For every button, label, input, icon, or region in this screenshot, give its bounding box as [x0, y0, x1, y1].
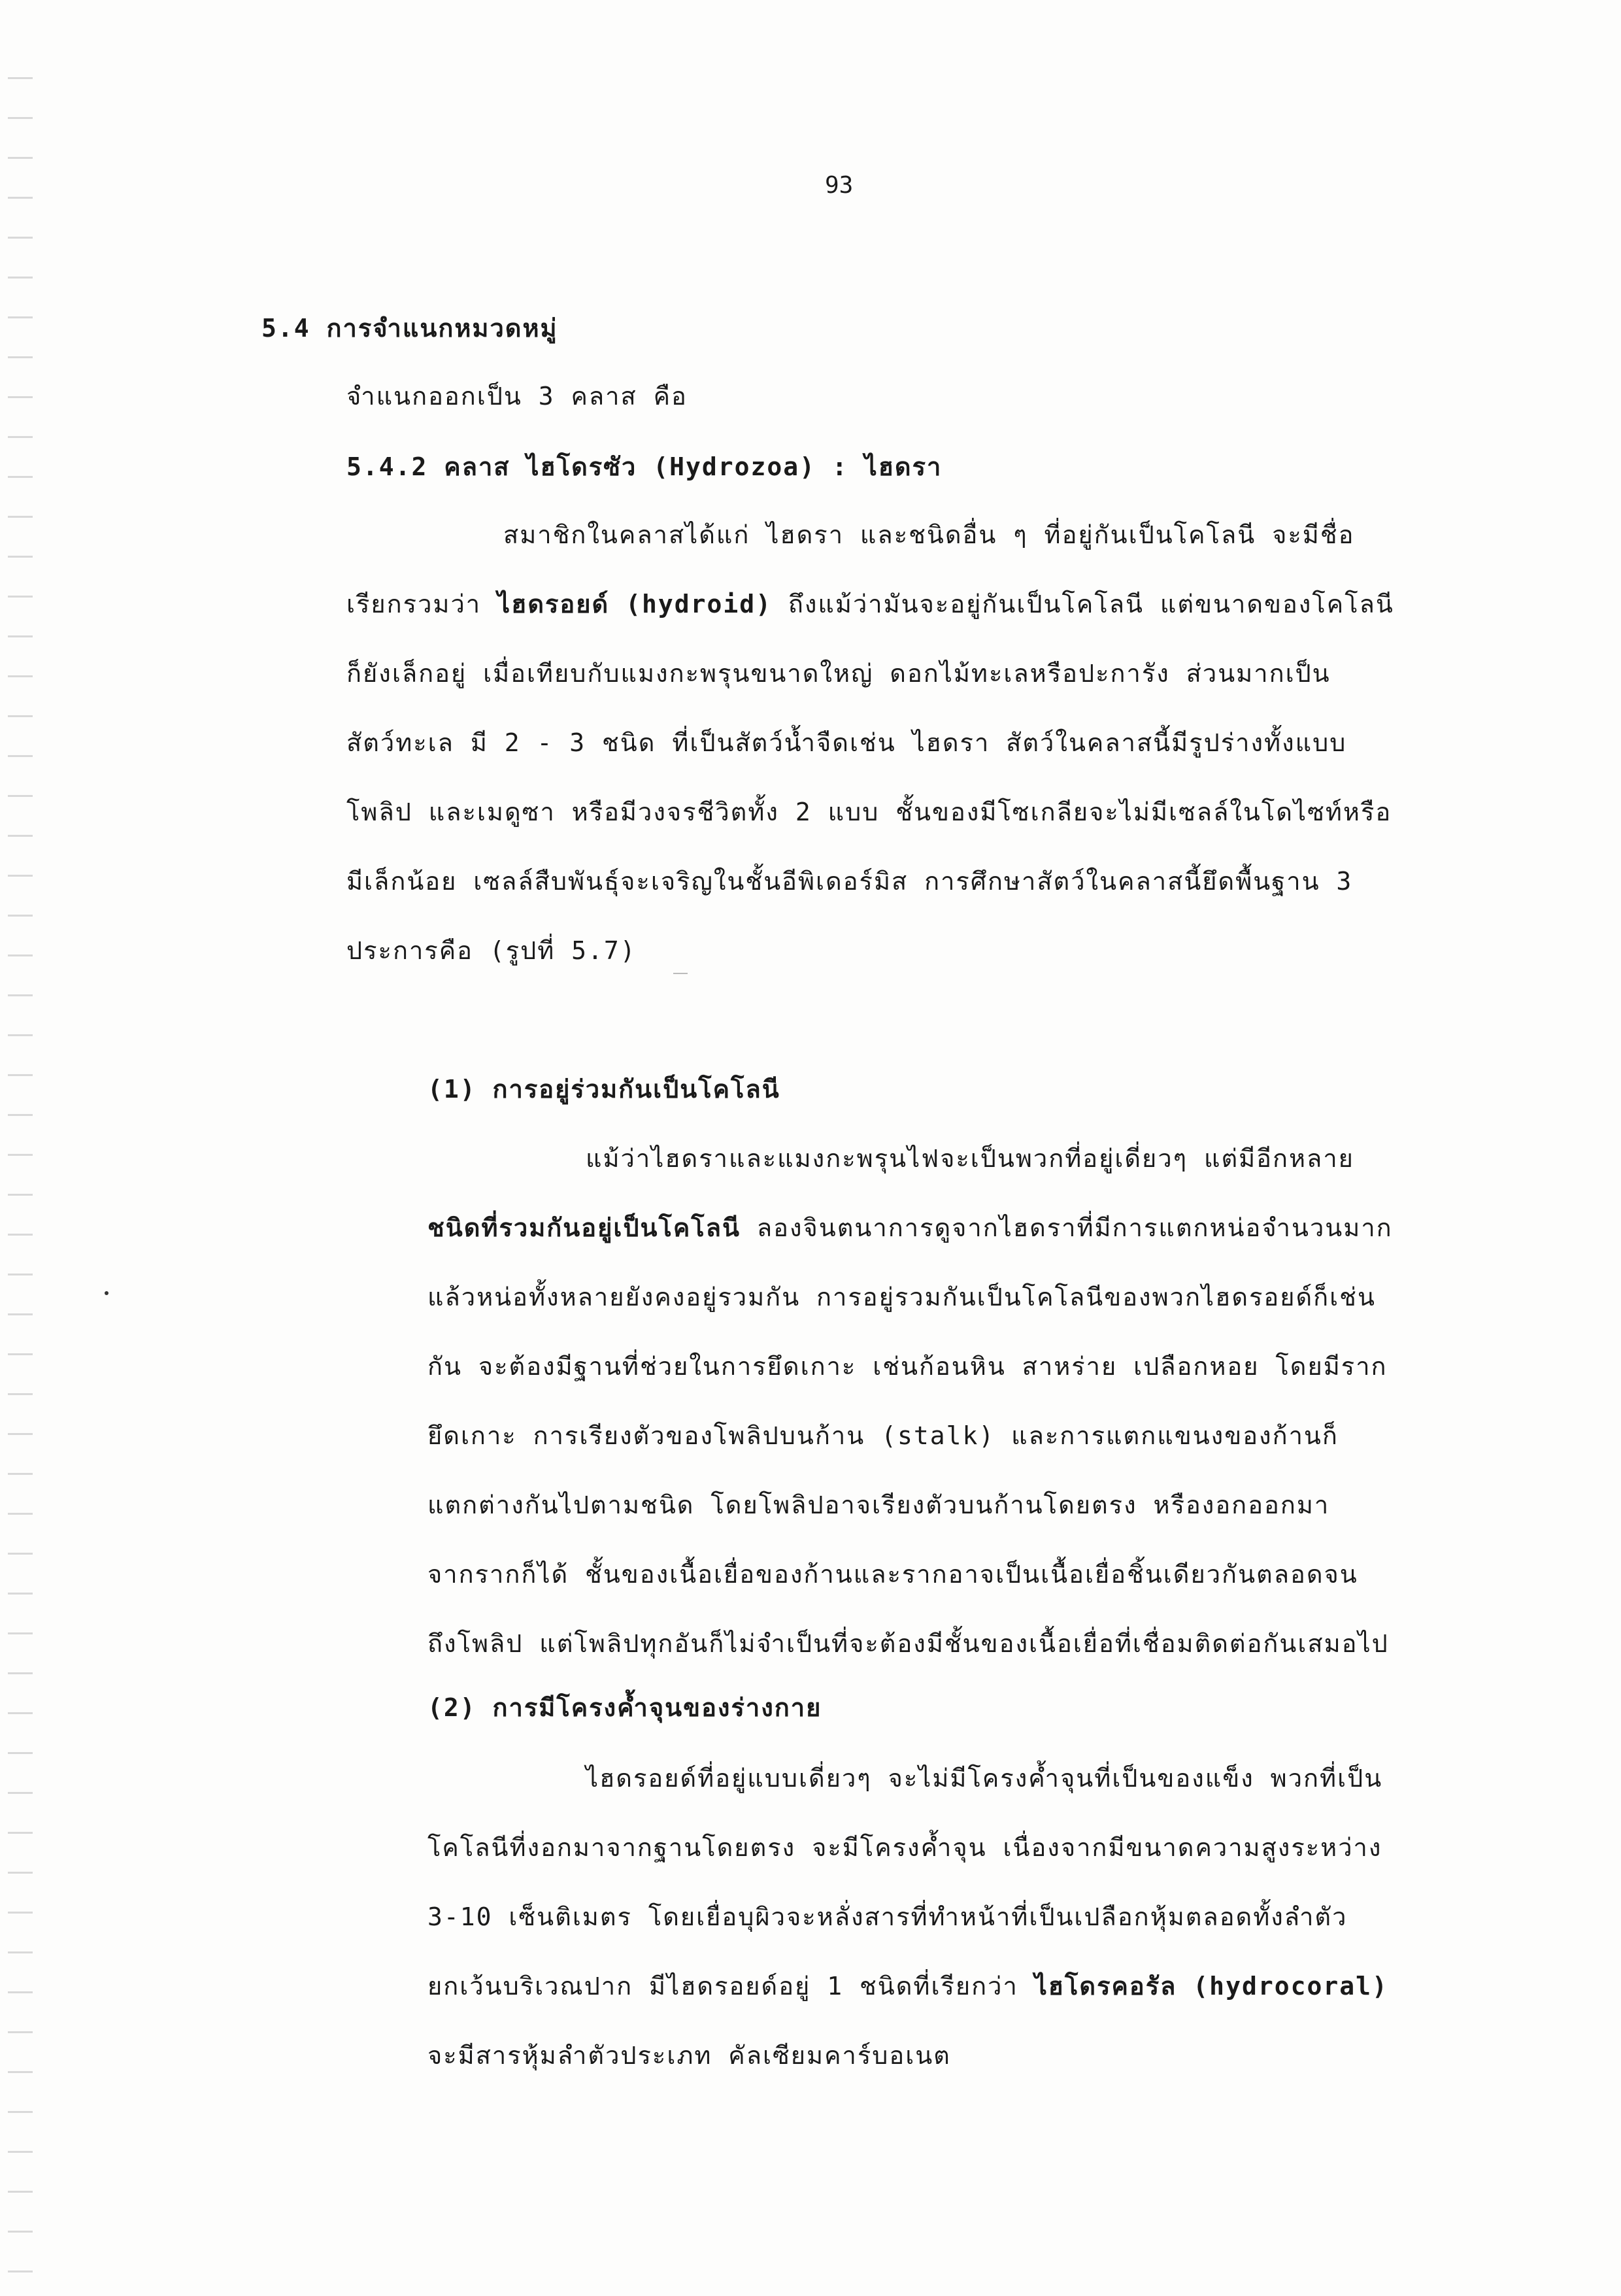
text-run: ยกเว้นบริเวณปาก มีไฮดรอยด์อยู่ 1 ชนิดที่เรียกว่า: [427, 1972, 1035, 2001]
paragraph-line: แม้ว่าไฮดราและแมงกะพรุนไฟจะเป็นพวกที่อยู่เดี่ยวๆ แต่มีอีกหลาย: [586, 1144, 1354, 1173]
paragraph-line: [427, 1970, 1388, 2002]
paragraph-line: สัตว์ทะเล มี 2 - 3 ชนิด ที่เป็นสัตว์น้ำจืดเช่น ไฮดรา สัตว์ในคลาสนี้มีรูปร่างทั้งแบบ: [346, 728, 1347, 757]
text-run: ถึงแม้ว่ามันจะอยู่กันเป็นโคโลนี แต่ขนาดของโคโลนี: [771, 590, 1394, 618]
sub1-heading: (1) การอยู่ร่วมกันเป็นโคโลนี: [427, 1075, 780, 1104]
paragraph-line: กัน จะต้องมีฐานที่ช่วยในการยึดเกาะ เช่นก้อนหิน สาหร่าย เปลือกหอย โดยมีราก: [427, 1352, 1388, 1381]
paragraph-line: ยึดเกาะ การเรียงตัวของโพลิปบนก้าน (stalk) และการแตกแขนงของก้านก็: [427, 1421, 1339, 1450]
paragraph-line: ก็ยังเล็กอยู่ เมื่อเทียบกับแมงกะพรุนขนาดใหญ่ ดอกไม้ทะเลหรือปะการัง ส่วนมากเป็น: [346, 659, 1331, 688]
paragraph-line: ประการคือ (รูปที่ 5.7): [346, 936, 637, 965]
sub2-heading: (2) การมีโครงค้ำจุนของร่างกาย: [427, 1693, 822, 1722]
bold-term: ไฮดรอยด์ (hydroid): [497, 590, 772, 618]
page-number: 93: [825, 172, 854, 199]
bold-term: ไฮโดรคอรัล (hydrocoral): [1034, 1972, 1388, 2001]
paragraph-line: โคโลนีที่งอกมาจากฐานโดยตรง จะมีโครงค้ำจุน เนื่องจากมีขนาดความสูงระหว่าง: [427, 1833, 1382, 1862]
paragraph-line: โพลิป และเมดูซา หรือมีวงจรชีวิตทั้ง 2 แบบ ชั้นของมีโซเกลียจะไม่มีเซลล์ในโดไซท์หรือ: [346, 798, 1392, 826]
text-run: เรียกรวมว่า: [346, 590, 498, 618]
binding-margin: [8, 39, 33, 2275]
section-heading: 5.4 การจำแนกหมวดหมู่: [261, 314, 558, 343]
bold-term: ชนิดที่รวมกันอยู่เป็นโคโลนี: [427, 1213, 741, 1242]
paragraph-line: จะมีสารหุ้มลำตัวประเภท คัลเซียมคาร์บอเนต: [427, 2041, 951, 2070]
paragraph-line: ถึงโพลิป แต่โพลิปทุกอันก็ไม่จำเป็นที่จะต้องมีชั้นของเนื้อเยื่อที่เชื่อมติดต่อกันเสมอไป: [427, 1629, 1389, 1658]
paragraph-line: มีเล็กน้อย เซลล์สืบพันธุ์จะเจริญในชั้นอีพิเดอร์มิส การศึกษาสัตว์ในคลาสนี้ยึดพื้นฐาน 3: [346, 867, 1353, 896]
paragraph-line: [427, 1212, 1393, 1243]
stray-dash: [673, 973, 688, 974]
stray-mark: [105, 1291, 109, 1295]
paragraph-line: ไฮดรอยด์ที่อยู่แบบเดี่ยวๆ จะไม่มีโครงค้ำจุนที่เป็นของแข็ง พวกที่เป็น: [586, 1764, 1383, 1793]
paragraph-line: 3-10 เซ็นติเมตร โดยเยื่อบุผิวจะหลั่งสารที่ทำหน้าที่เป็นเปลือกหุ้มตลอดทั้งลำตัว: [427, 1902, 1348, 1931]
subsection-heading: 5.4.2 คลาส ไฮโดรซัว (Hydrozoa) : ไฮดรา: [346, 452, 943, 481]
paragraph-line: จากรากก็ได้ ชั้นของเนื้อเยื่อของก้านและรากอาจเป็นเนื้อเยื่อชิ้นเดียวกันตลอดจน: [427, 1560, 1358, 1589]
paragraph-line: แล้วหน่อทั้งหลายยังคงอยู่รวมกัน การอยู่รวมกันเป็นโคโลนีของพวกไฮดรอยด์ก็เช่น: [427, 1283, 1376, 1311]
paragraph-line: [346, 588, 1394, 620]
paragraph-line: สมาชิกในคลาสได้แก่ ไฮดรา และชนิดอื่น ๆ ที่อยู่กันเป็นโคโลนี จะมีชื่อ: [503, 520, 1355, 549]
paragraph-line: แตกต่างกันไปตามชนิด โดยโพลิปอาจเรียงตัวบนก้านโดยตรง หรืองอกออกมา: [427, 1491, 1330, 1519]
intro-line: จำแนกออกเป็น 3 คลาส คือ: [346, 382, 688, 411]
text-run: ลองจินตนาการดูจากไฮดราที่มีการแตกหน่อจำนวนมาก: [740, 1213, 1393, 1242]
